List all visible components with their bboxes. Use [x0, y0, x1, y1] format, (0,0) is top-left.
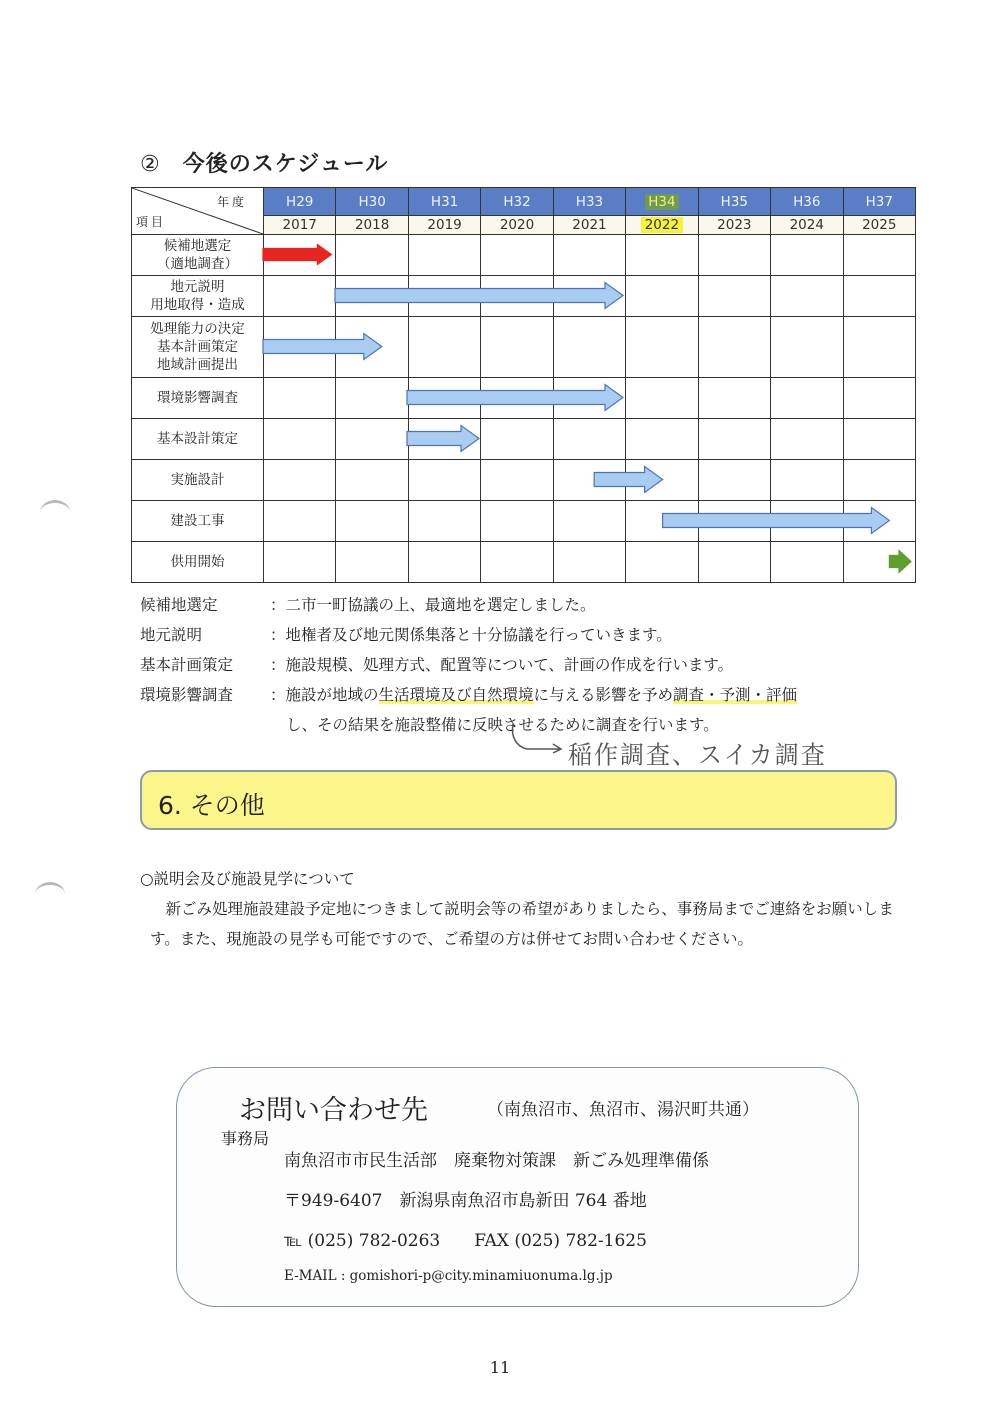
schedule-cell	[481, 378, 553, 419]
schedule-cell	[481, 419, 553, 460]
schedule-cell	[408, 501, 480, 542]
year-western-header	[336, 216, 408, 235]
note-term: 候補地選定	[140, 596, 218, 614]
schedule-cell	[553, 378, 625, 419]
schedule-row	[132, 276, 916, 317]
office-label: 事務局	[221, 1129, 270, 1148]
schedule-cell	[698, 501, 770, 542]
schedule-cell	[481, 542, 553, 583]
schedule-table	[131, 187, 916, 583]
note-desc: ：施設規模、処理方式、配置等について、計画の作成を行います。	[270, 656, 734, 674]
other-paragraph: 新ごみ処理施設建設予定地につきまして説明会等の希望がありましたら、事務局までご連絡をお願いします。また、現施設の見学も可能ですので、ご希望の方は併せてお問い合わせください。	[150, 900, 894, 948]
schedule-cell	[771, 542, 843, 583]
era-label: H34	[645, 194, 678, 210]
schedule-cell	[771, 460, 843, 501]
year-western-header	[481, 216, 553, 235]
era-label: H32	[503, 193, 531, 210]
corner-item-label: 項目	[136, 215, 167, 229]
schedule-cell	[336, 378, 408, 419]
schedule-cell	[843, 276, 916, 317]
schedule-cell	[336, 235, 408, 276]
task-label-line: 候補地選定	[163, 238, 232, 254]
schedule-cell	[553, 460, 625, 501]
schedule-cell	[698, 419, 770, 460]
year-western-header	[553, 216, 625, 235]
schedule-cell	[481, 460, 553, 501]
schedule-cell	[264, 419, 336, 460]
other-heading: ○説明会及び施設見学について	[140, 870, 355, 888]
year-western-header	[626, 216, 698, 235]
email-link[interactable]: E-MAIL : gomishori-p@city.minamiuonuma.lg.jp	[284, 1268, 613, 1284]
schedule-cell	[408, 542, 480, 583]
year-western-header	[264, 216, 336, 235]
schedule-cell	[626, 501, 698, 542]
task-label-line: 基本計画策定	[157, 339, 238, 355]
schedule-cell	[264, 317, 336, 378]
year-era-header	[264, 188, 336, 216]
schedule-cell	[336, 542, 408, 583]
schedule-cell	[408, 276, 480, 317]
schedule-cell	[553, 419, 625, 460]
task-label	[132, 542, 264, 583]
task-label-line: 基本設計策定	[157, 431, 238, 447]
schedule-cell	[843, 378, 916, 419]
section-title-text: 今後のスケジュール	[182, 152, 389, 177]
schedule-cell	[698, 378, 770, 419]
year-era-header	[698, 188, 770, 216]
schedule-cell	[843, 235, 916, 276]
schedule-row	[132, 235, 916, 276]
task-label	[132, 419, 264, 460]
punch-hole-mark	[40, 500, 70, 525]
phone-fax: ℡ (025) 782-0263 FAX (025) 782-1625	[284, 1231, 647, 1251]
schedule-cell	[626, 460, 698, 501]
schedule-cell	[698, 317, 770, 378]
schedule-cell	[843, 501, 916, 542]
schedule-cell	[336, 419, 408, 460]
page-number: 11	[489, 1358, 511, 1377]
schedule-cell	[771, 276, 843, 317]
task-label-line: 建設工事	[170, 513, 225, 529]
schedule-row	[132, 378, 916, 419]
highlighted-text: 生活環境及び自然環境	[378, 686, 534, 704]
schedule-cell	[843, 419, 916, 460]
schedule-cell	[771, 419, 843, 460]
schedule-cell	[264, 460, 336, 501]
note-term: 環境影響調査	[140, 686, 234, 704]
year-western-header	[698, 216, 770, 235]
year-label: 2023	[717, 217, 752, 233]
section-number: ②	[140, 152, 161, 177]
task-label-line: （適地調査）	[157, 256, 238, 272]
table-corner-cell	[132, 188, 264, 235]
schedule-cell	[771, 378, 843, 419]
schedule-cell	[843, 460, 916, 501]
era-label: H31	[430, 193, 459, 210]
contact-subtitle: （南魚沼市、魚沼市、湯沢町共通）	[487, 1100, 759, 1120]
schedule-cell	[626, 419, 698, 460]
punch-hole-mark	[35, 882, 65, 907]
handwritten-arrow-icon	[505, 722, 575, 762]
schedule-cell	[481, 317, 553, 378]
year-label: 2022	[641, 217, 683, 233]
schedule-cell	[626, 317, 698, 378]
schedule-cell	[408, 317, 480, 378]
other-section-body	[140, 864, 900, 954]
schedule-cell	[336, 276, 408, 317]
note-term: 地元説明	[140, 626, 203, 644]
task-label	[132, 460, 264, 501]
schedule-cell	[843, 317, 916, 378]
year-era-header	[843, 188, 916, 216]
section-title	[140, 147, 388, 178]
task-label	[132, 276, 264, 317]
schedule-cell	[698, 460, 770, 501]
year-label: 2025	[862, 217, 897, 233]
schedule-cell	[264, 501, 336, 542]
year-western-header	[408, 216, 480, 235]
task-label-line: 環境影響調査	[157, 390, 238, 406]
note-row	[140, 590, 797, 620]
year-label: 2018	[354, 217, 390, 233]
schedule-cell	[626, 235, 698, 276]
note-text: に与える影響を予め	[533, 686, 674, 704]
schedule-cell	[264, 542, 336, 583]
schedule-cell	[553, 501, 625, 542]
task-label	[132, 235, 264, 276]
address: 〒949-6407 新潟県南魚沼市島新田 764 番地	[284, 1191, 647, 1211]
task-label-line: 供用開始	[170, 554, 225, 570]
year-era-header	[553, 188, 625, 216]
schedule-cell	[698, 276, 770, 317]
schedule-cell	[408, 235, 480, 276]
handwritten-note: 稲作調査、スイカ調査	[568, 740, 827, 770]
note-term: 基本計画策定	[140, 656, 234, 674]
schedule-cell	[336, 460, 408, 501]
note-row	[140, 620, 797, 650]
task-label	[132, 317, 264, 378]
schedule-cell	[553, 542, 625, 583]
schedule-cell	[698, 542, 770, 583]
schedule-cell	[336, 317, 408, 378]
schedule-cell	[481, 501, 553, 542]
year-label: 2017	[282, 217, 317, 233]
contact-title: お問い合わせ先	[239, 1095, 428, 1126]
schedule-cell	[481, 235, 553, 276]
schedule-cell	[408, 378, 480, 419]
section-banner	[140, 770, 897, 830]
note-desc: し、その結果を施設整備に反映させるために調査を行います。	[286, 716, 719, 734]
note-desc: ：地権者及び地元関係集落と十分協議を行っていきます。	[270, 626, 672, 644]
year-label: 2021	[572, 217, 607, 233]
era-label: H35	[720, 193, 749, 210]
schedule-cell	[264, 276, 336, 317]
schedule-cell	[481, 276, 553, 317]
year-label: 2020	[499, 217, 535, 233]
schedule-cell	[408, 460, 480, 501]
note-text: ：施設が地域の	[270, 686, 379, 704]
banner-title: 6. その他	[158, 791, 265, 820]
year-western-header	[771, 216, 843, 235]
schedule-cell	[771, 235, 843, 276]
schedule-cell	[626, 276, 698, 317]
task-label	[132, 501, 264, 542]
task-label-line: 地元説明	[170, 279, 225, 295]
task-label-line: 実施設計	[170, 472, 225, 488]
schedule-row	[132, 460, 916, 501]
era-label: H33	[575, 193, 604, 210]
schedule-cell	[553, 276, 625, 317]
schedule-cell	[771, 501, 843, 542]
schedule-row	[132, 542, 916, 583]
schedule-cell	[264, 235, 336, 276]
year-western-header	[843, 216, 916, 235]
schedule-cell	[771, 317, 843, 378]
schedule-row	[132, 419, 916, 460]
note-row	[140, 650, 797, 680]
note-desc	[270, 680, 797, 710]
schedule-row	[132, 501, 916, 542]
task-label-line: 処理能力の決定	[150, 321, 245, 337]
schedule-cell	[843, 542, 916, 583]
schedule-cell	[698, 235, 770, 276]
corner-year-label: 年度	[216, 195, 247, 209]
schedule-cell	[336, 501, 408, 542]
era-label: H36	[793, 193, 821, 210]
year-era-header	[771, 188, 843, 216]
year-label: 2019	[427, 217, 462, 233]
task-label	[132, 378, 264, 419]
task-label-line: 地域計画提出	[157, 357, 238, 373]
schedule-notes	[140, 590, 797, 740]
schedule-cell	[264, 378, 336, 419]
contact-box	[176, 1067, 859, 1307]
year-era-header	[626, 188, 698, 216]
era-label: H29	[286, 193, 314, 210]
era-label: H30	[358, 193, 386, 210]
task-label-line: 用地取得・造成	[150, 297, 245, 313]
note-desc: ：二市一町協議の上、最適地を選定しました。	[270, 596, 596, 614]
year-era-header	[408, 188, 480, 216]
note-row	[140, 680, 797, 710]
schedule-cell	[553, 235, 625, 276]
schedule-cell	[626, 542, 698, 583]
year-era-header	[336, 188, 408, 216]
schedule-cell	[408, 419, 480, 460]
highlighted-text: 調査・予測・評価	[673, 686, 798, 704]
department: 南魚沼市市民生活部 廃棄物対策課 新ごみ処理準備係	[284, 1151, 709, 1171]
schedule-cell	[626, 378, 698, 419]
schedule-cell	[553, 317, 625, 378]
year-label: 2024	[789, 217, 824, 233]
year-era-header	[481, 188, 553, 216]
era-label: H37	[865, 193, 893, 210]
schedule-row	[132, 317, 916, 378]
